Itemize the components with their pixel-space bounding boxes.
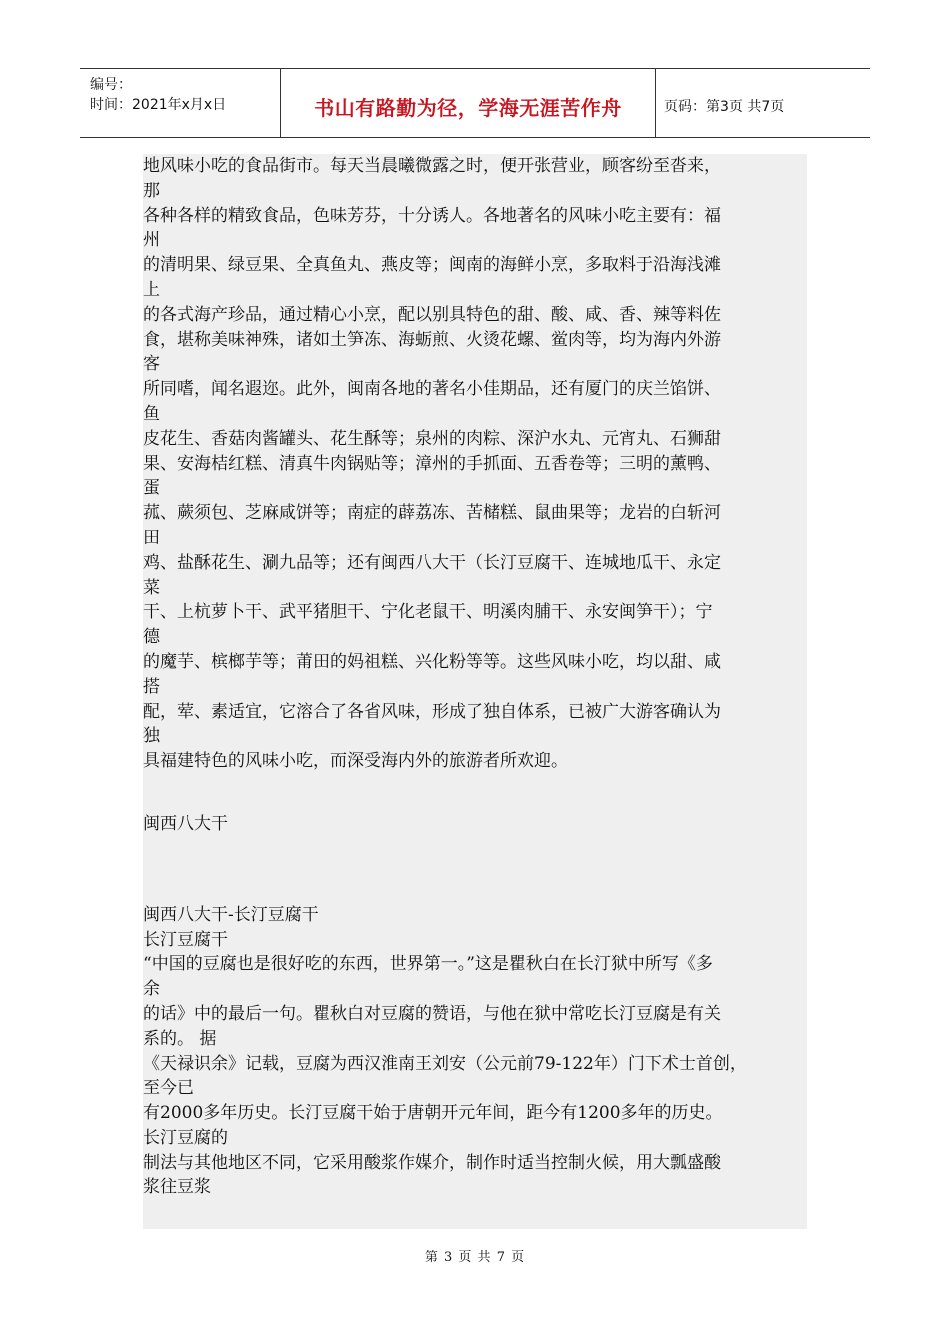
text-line: 搭 bbox=[143, 676, 160, 697]
spacer bbox=[143, 774, 807, 812]
subsection-heading: 闽西八大干-长汀豆腐干 bbox=[143, 904, 319, 925]
text-line: 所同嗜，闻名遐迩。此外，闽南各地的著名小佳期品，还有厦门的庆兰馅饼、 bbox=[143, 379, 721, 400]
text-line: 的各式海产珍品，通过精心小烹，配以别具特色的甜、酸、咸、香、辣等料佐 bbox=[143, 304, 721, 325]
header-motto: 书山有路勤为径，学海无涯苦作舟 bbox=[314, 95, 622, 120]
text-line: 鸡、盐酥花生、涮九品等；还有闽西八大干（长汀豆腐干、连城地瓜干、永定 bbox=[143, 552, 721, 573]
text-line: 有2000多年历史。长汀豆腐干始于唐朝开元年间，距今有1200多年的历史。 bbox=[143, 1103, 723, 1124]
header-page-cell bbox=[656, 69, 870, 137]
text-line: 菰、蕨须包、芝麻咸饼等；南症的薜荔冻、苦槠糕、鼠曲果等；龙岩的白斩河 bbox=[143, 503, 721, 524]
text-line: 田 bbox=[143, 527, 160, 548]
text-line: 果、安海桔红糕、清真牛肉锅贴等；漳州的手抓面、五香卷等；三明的薰鸭、 bbox=[143, 453, 721, 474]
text-line: 系的。 据 bbox=[143, 1028, 217, 1049]
text-line: 食，堪称美味神殊，诸如土笋冻、海蛎煎、火烫花螺、鲎肉等，均为海内外游 bbox=[143, 329, 721, 350]
text-line: 德 bbox=[143, 627, 160, 648]
document-number: 编号： bbox=[90, 77, 132, 93]
header-meta bbox=[80, 69, 281, 137]
text-line: “中国的豆腐也是很好吃的东西，世界第一。”这是瞿秋白在长汀狱中所写《多 bbox=[143, 954, 713, 975]
text-line: 配，荤、素适宜，它溶合了各省风味，形成了独自体系，已被广大游客确认为 bbox=[143, 701, 721, 722]
text-line: 蛋 bbox=[143, 478, 160, 499]
text-line: 州 bbox=[143, 230, 160, 251]
text-line: 长汀豆腐的 bbox=[143, 1127, 228, 1148]
text-line: 至今已 bbox=[143, 1078, 194, 1099]
text-line: 独 bbox=[143, 726, 160, 747]
document-body bbox=[143, 154, 807, 1229]
document-time: 时间：2021年x月x日 bbox=[90, 97, 227, 113]
spacer bbox=[143, 837, 807, 903]
text-line: 上 bbox=[143, 279, 160, 300]
text-line: 那 bbox=[143, 180, 160, 201]
paragraph-tofu bbox=[143, 952, 807, 1200]
text-line: 制法与其他地区不同，它采用酸浆作媒介，制作时适当控制火候，用大瓢盛酸 bbox=[143, 1152, 721, 1173]
text-line: 的话》中的最后一句。瞿秋白对豆腐的赞语，与他在狱中常吃长汀豆腐是有关 bbox=[143, 1003, 721, 1024]
text-line: 的清明果、绿豆果、全真鱼丸、燕皮等；闽南的海鲜小烹，多取料于沿海浅滩 bbox=[143, 255, 721, 276]
text-line: 的魔芋、槟榔芋等；莆田的妈祖糕、兴化粉等等。这些风味小吃，均以甜、咸 bbox=[143, 651, 721, 672]
text-line: 鱼 bbox=[143, 403, 160, 424]
paragraph-snacks bbox=[143, 154, 807, 774]
page-header bbox=[80, 68, 870, 138]
page-footer: 第 3 页 共 7 页 bbox=[424, 1250, 526, 1265]
text-line: 浆往豆浆 bbox=[143, 1177, 211, 1198]
section-heading: 闽西八大干 bbox=[143, 813, 228, 834]
header-motto-cell bbox=[281, 69, 656, 137]
text-line: 干、上杭萝卜干、武平猪胆干、宁化老鼠干、明溪肉脯干、永安闽笋干）；宁 bbox=[143, 602, 713, 623]
header-page-number: 页码：第3页 共7页 bbox=[664, 99, 785, 115]
text-line: 菜 bbox=[143, 577, 160, 598]
text-line: 余 bbox=[143, 979, 160, 1000]
text-line: 具福建特色的风味小吃，而深受海内外的旅游者所欢迎。 bbox=[143, 751, 568, 772]
item-title: 长汀豆腐干 bbox=[143, 929, 228, 950]
text-line: 皮花生、香菇肉酱罐头、花生酥等；泉州的肉粽、深沪水丸、元宵丸、石狮甜 bbox=[143, 428, 721, 449]
text-line: 《天禄识余》记载，豆腐为西汉淮南王刘安（公元前79-122年）门下术士首创， bbox=[143, 1053, 747, 1074]
text-line: 客 bbox=[143, 354, 160, 375]
text-line: 各种各样的精致食品，色味芳芬，十分诱人。各地著名的风味小吃主要有：福 bbox=[143, 205, 721, 226]
text-line: 地风味小吃的食品街市。每天当晨曦微露之时，便开张营业，顾客纷至沓来， bbox=[143, 156, 721, 176]
